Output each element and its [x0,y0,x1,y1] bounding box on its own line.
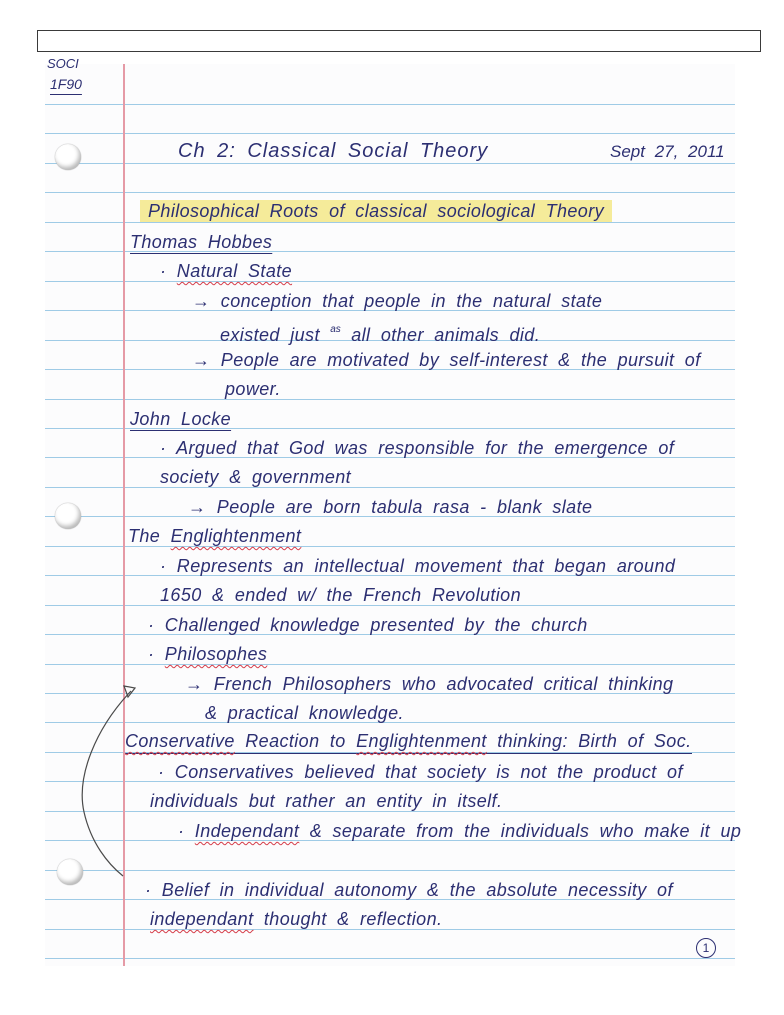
note-text: → People are born tabula rasa - blank slate [188,497,593,517]
ruled-line [45,192,735,193]
punch-hole [55,144,81,170]
course-code-bottom: 1F90 [50,76,82,92]
note-line [160,584,521,606]
page-title: Ch 2: Classical Social Theory [178,140,489,162]
note-line [220,319,541,345]
ruled-line [45,104,735,105]
topic-englightenment: Englightenment [170,526,302,546]
course-code-top: SOCI [47,56,79,71]
note-text: society & government [160,467,352,487]
ruled-line [45,399,735,400]
note-line [205,702,404,724]
note-line [192,290,602,312]
ruled-line [45,133,735,134]
term-independant: Independant [194,821,300,841]
term-natural-state: Natural State [176,261,293,281]
topic-hobbes: Thomas Hobbes [130,232,273,252]
note-line [130,231,272,253]
note-line [130,408,231,430]
topic-prefix: The [128,526,171,546]
note-line [148,643,267,665]
bullet: · [178,821,195,841]
note-text: · Represents an intellectual movement that began around [160,556,676,576]
note-line [160,466,351,488]
term-philosophes: Philosophes [164,644,268,664]
note-line [150,790,502,812]
note-text: Reaction to [234,731,357,751]
margin-line [123,64,125,966]
note-text: thought & reflection. [253,909,443,929]
note-line [188,496,592,518]
note-line [148,614,588,636]
header-box [37,30,761,52]
ruled-line [45,870,735,871]
note-text: power. [225,379,281,399]
note-text: all other animals did. [340,325,541,345]
topic-locke: John Locke [130,409,232,429]
highlighted-heading: Philosophical Roots of classical sociological Theory [140,200,612,222]
topic-word: Conservative [125,731,235,751]
note-line [160,555,675,577]
ruled-line [45,163,735,164]
topic-word: Englightenment [356,731,487,751]
ruled-line [45,487,735,488]
note-line [145,879,673,901]
note-line [192,349,701,371]
term-independant: independant [150,909,254,929]
punch-hole [57,859,83,885]
note-text: → conception that people in the natural state [192,291,603,311]
inserted-word: as [330,324,341,335]
bullet: · [160,261,177,281]
note-line [160,437,674,459]
note-line [178,820,741,842]
note-text: · Belief in individual autonomy & the absolute necessity of [145,880,673,900]
note-text: · Argued that God was responsible for the emergence of [160,438,675,458]
note-line [150,908,442,930]
page-number: 1 [696,938,716,958]
note-text: existed just [220,325,331,345]
note-text: & practical knowledge. [205,703,404,723]
note-line [225,378,281,400]
note-text: thinking: Birth of Soc. [486,731,692,751]
note-date: Sept 27, 2011 [610,142,725,161]
note-line [158,761,683,783]
note-text: 1650 & ended w/ the French Revolution [160,585,522,605]
bullet: · [148,644,165,664]
note-text: individuals but rather an entity in itself. [150,791,503,811]
note-line [160,260,292,282]
note-line [185,673,673,695]
note-text: → French Philosophers who advocated critical thinking [185,674,674,694]
punch-hole [55,503,81,529]
note-text: · Challenged knowledge presented by the church [148,615,588,635]
note-line [125,730,692,754]
note-text: & separate from the individuals who make it up [299,821,742,841]
note-text: · Conservatives believed that society is not the product of [158,762,683,782]
note-text: → People are motivated by self-interest & the pursuit of [192,350,701,370]
note-line [128,525,301,547]
section-heading [140,200,612,222]
ruled-line [45,281,735,282]
ruled-line [45,958,735,959]
